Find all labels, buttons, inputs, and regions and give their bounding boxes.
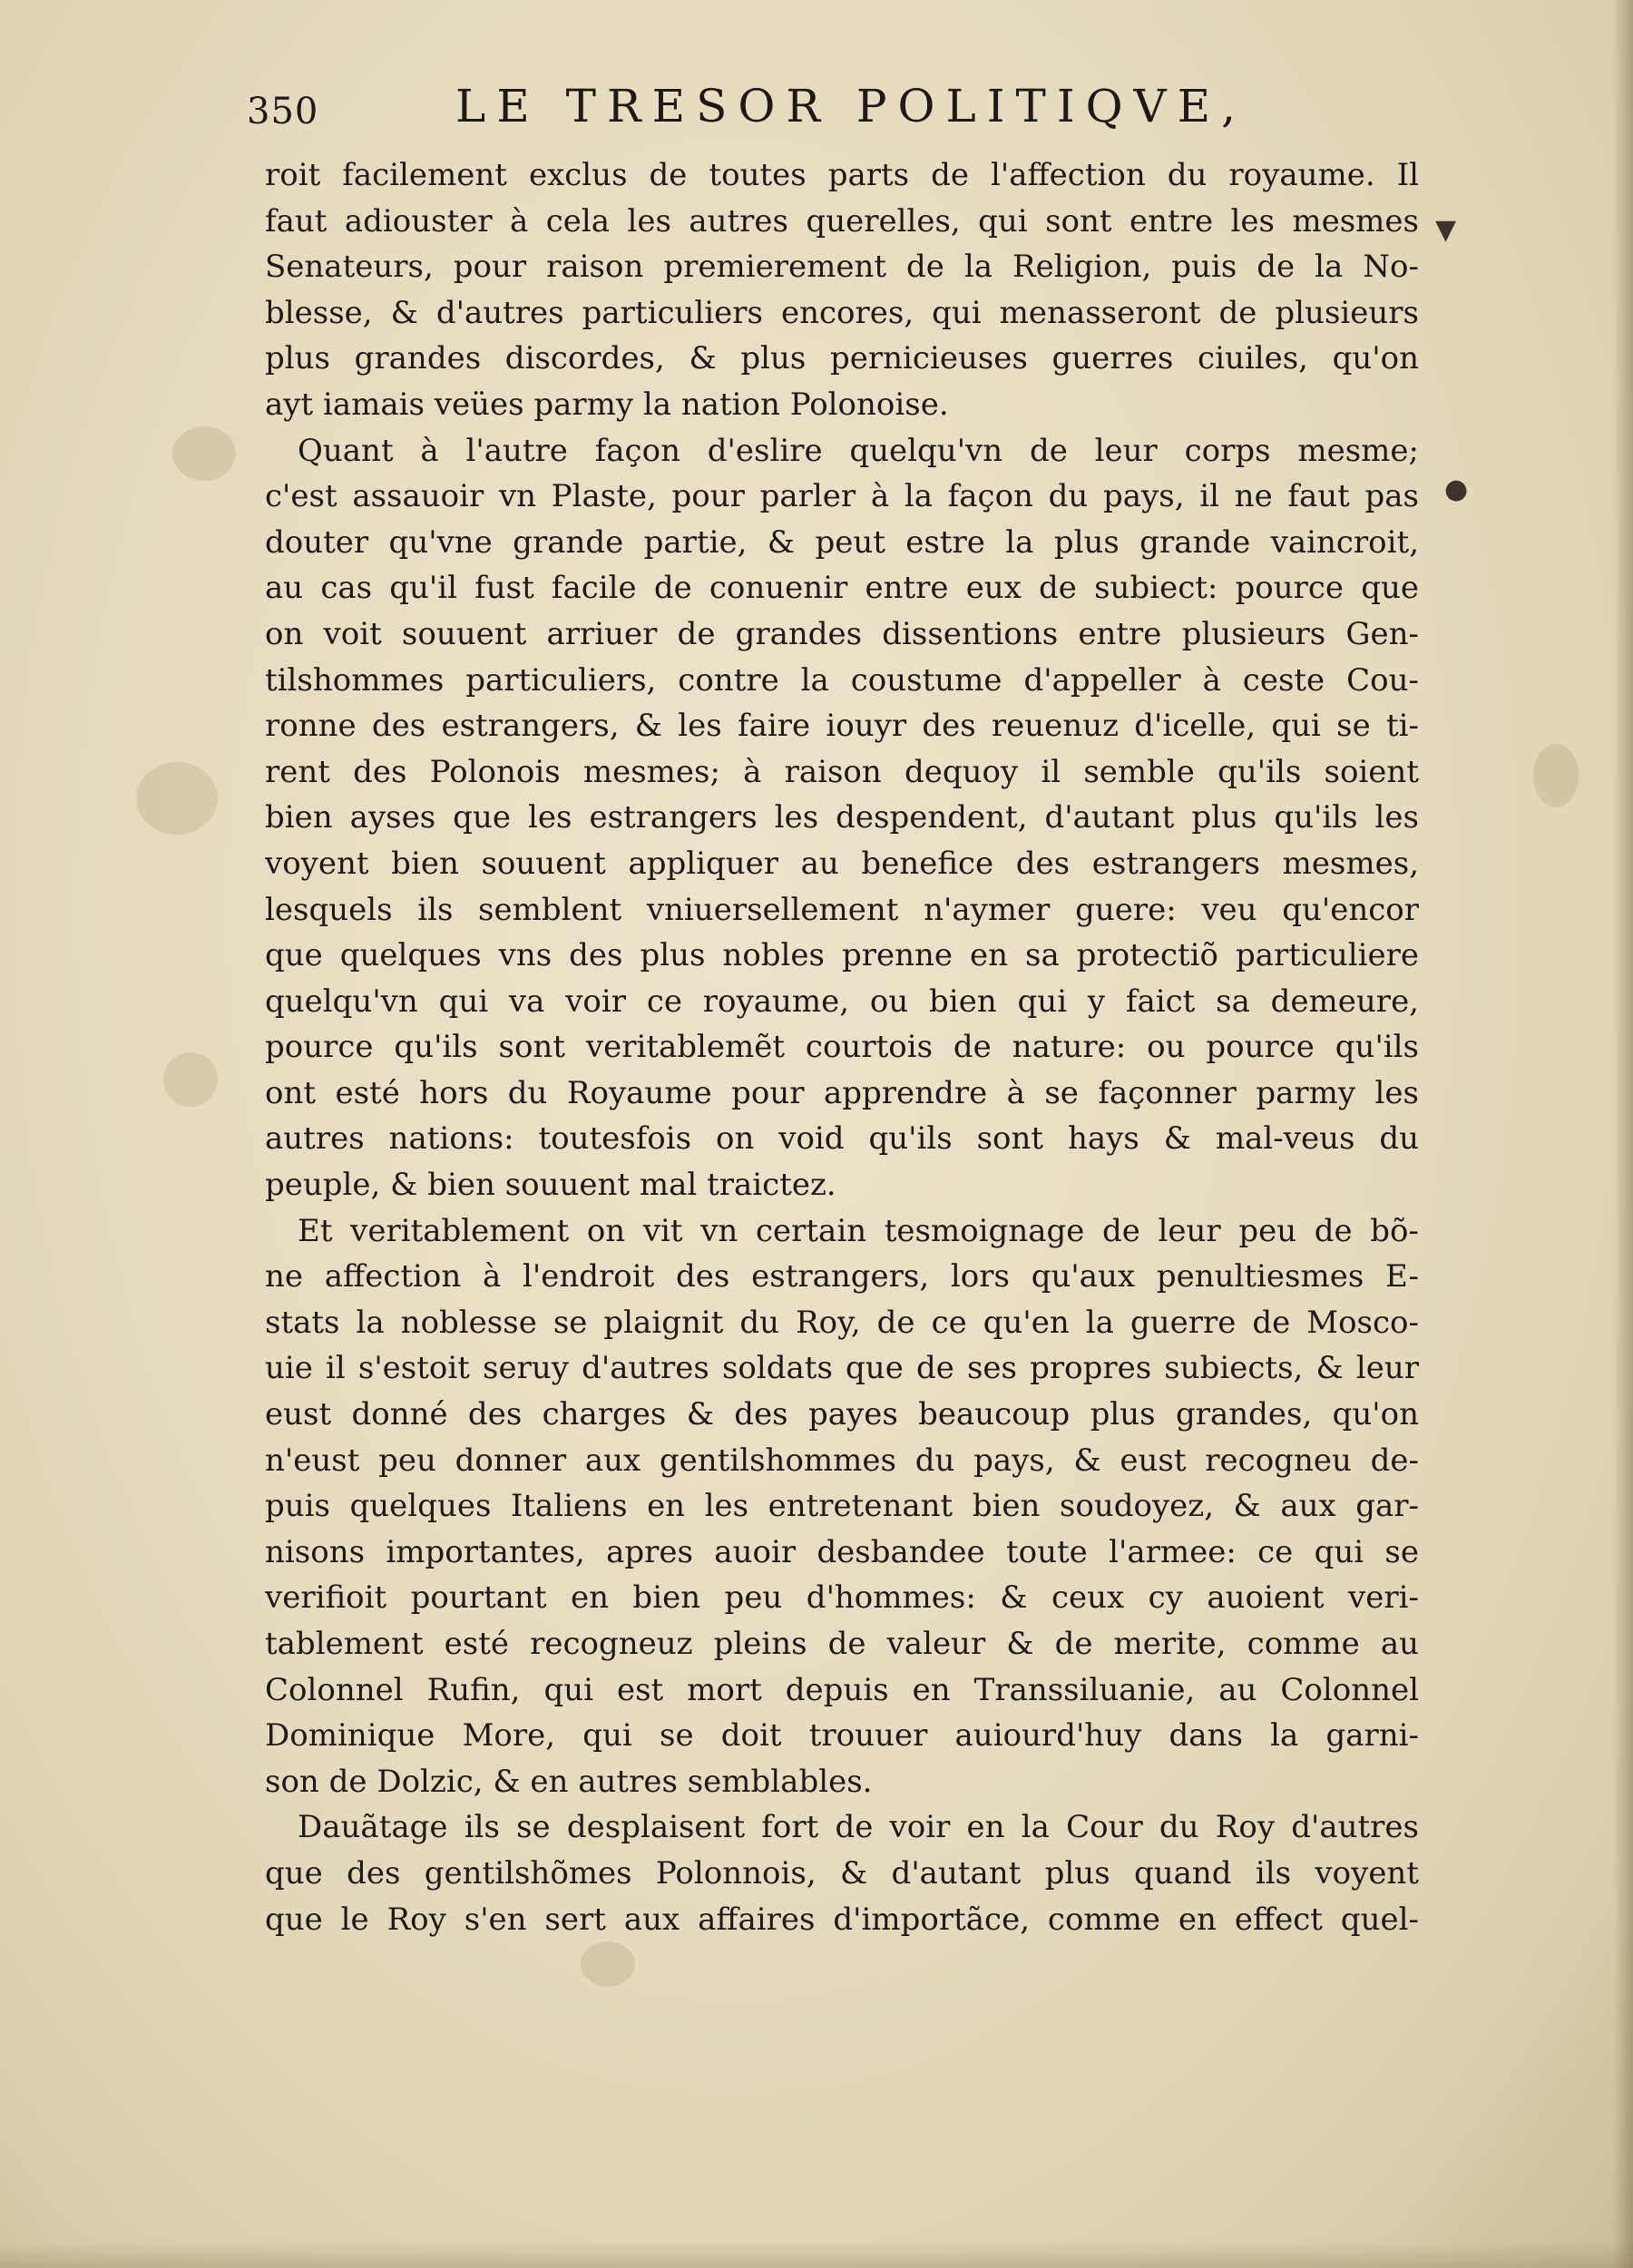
text-line: n'eust peu donner aux gentilshommes du pays, & eust recogneu de- <box>265 1442 1419 1479</box>
text-line: que des gentilshõmes Polonnois, & d'autant plus quand ils voyent <box>265 1854 1419 1892</box>
text-line: verifioit pourtant en bien peu d'hommes: & ceux cy auoient veri- <box>265 1579 1419 1617</box>
text-line: ayt iamais veües parmy la nation Polonoise. <box>265 386 949 423</box>
text-line: peuple, & bien souuent mal traictez. <box>265 1167 836 1204</box>
text-line: puis quelques Italiens en les entretenant bien soudoyez, & aux gar- <box>265 1488 1419 1525</box>
text-line: quelqu'vn qui va voir ce royaume, ou bien qui y faict sa demeure, <box>265 982 1419 1020</box>
body-text <box>265 152 1419 1942</box>
text-line: ronne des estrangers, & les faire iouyr des reuenuz d'icelle, qui se ti- <box>265 708 1419 745</box>
foxing-stain <box>1533 744 1579 807</box>
foxing-stain <box>163 1052 218 1107</box>
text-line: Colonnel Rufin, qui est mort depuis en Transsiluanie, au Colonnel <box>265 1671 1419 1708</box>
text-line: eust donné des charges & des payes beaucoup plus grandes, qu'on <box>265 1396 1419 1433</box>
text-line: lesquels ils semblent vniuersellement n'aymer guere: veu qu'encor <box>265 891 1419 928</box>
text-line: que quelques vns des plus nobles prenne en sa protectiõ particuliere <box>265 937 1419 974</box>
text-line: son de Dolzic, & en autres semblables. <box>265 1763 873 1800</box>
text-line: pource qu'ils sont veritablemẽt courtois de nature: ou pource qu'ils <box>265 1029 1419 1066</box>
text-line: rent des Polonois mesmes; à raison dequoy il semble qu'ils soient <box>265 753 1419 790</box>
text-line: nisons importantes, apres auoir desbandee toute l'armee: ce qui se <box>265 1533 1419 1570</box>
foxing-stain <box>136 762 218 835</box>
text-line: bien ayses que les estrangers les despendent, d'autant plus qu'ils les <box>265 799 1419 836</box>
page-number: 350 <box>247 91 319 132</box>
text-line: autres nations: toutesfois on void qu'ils sont hays & mal-veus du <box>265 1120 1419 1158</box>
text-line: stats la noblesse se plaignit du Roy, de ce qu'en la guerre de Mosco- <box>265 1304 1419 1341</box>
foxing-stain <box>172 426 236 481</box>
running-title: LE TRESOR POLITIQVE, <box>455 80 1247 132</box>
text-line: roit facilement exclus de toutes parts de l'affection du royaume. Il <box>265 157 1419 193</box>
text-line: Dauãtage ils se desplaisent fort de voir en la Cour du Roy d'autres <box>298 1809 1419 1846</box>
text-line: c'est assauoir vn Plaste, pour parler à la façon du pays, il ne faut pas <box>265 478 1419 515</box>
text-line: tablement esté recogneuz pleins de valeur & de merite, comme au <box>265 1626 1419 1662</box>
text-line: faut adiouster à cela les autres querelles, qui sont entre les mesmes <box>265 202 1419 240</box>
foxing-stain <box>581 1941 635 1987</box>
margin-dot-mark: ● <box>1444 474 1469 505</box>
margin-pointer-mark: ▼ <box>1435 214 1457 246</box>
text-line: blesse, & d'autres particuliers encores, qui menasseront de plusieurs <box>265 294 1419 331</box>
page-header <box>247 80 1426 143</box>
text-line: tilshommes particuliers, contre la coustume d'appeller à ceste Cou- <box>265 661 1419 699</box>
text-line: on voit souuent arriuer de grandes dissentions entre plusieurs Gen- <box>265 615 1419 652</box>
text-line: Senateurs, pour raison premierement de la Religion, puis de la No- <box>265 249 1419 286</box>
text-line: uie il s'estoit seruy d'autres soldats que de ses propres subiects, & leur <box>265 1350 1419 1387</box>
page-bottom-shadow <box>0 2241 1633 2268</box>
text-line: Quant à l'autre façon d'eslire quelqu'vn de leur corps mesme; <box>298 432 1419 469</box>
text-line: ne affection à l'endroit des estrangers, lors qu'aux penultiesmes E- <box>265 1258 1419 1295</box>
page-edge-shadow <box>1613 0 1633 2268</box>
text-line: que le Roy s'en sert aux affaires d'importãce, comme en effect quel- <box>265 1901 1419 1938</box>
text-line: ont esté hors du Royaume pour apprendre à se façonner parmy les <box>265 1074 1419 1111</box>
text-line: douter qu'vne grande partie, & peut estre la plus grande vaincroit, <box>265 523 1419 561</box>
text-line: voyent bien souuent appliquer au benefice des estrangers mesmes, <box>265 845 1419 882</box>
text-line: Dominique More, qui se doit trouuer auiourd'huy dans la garni- <box>265 1717 1419 1755</box>
text-line: au cas qu'il fust facile de conuenir entre eux de subiect: pource que <box>265 570 1419 607</box>
text-line: plus grandes discordes, & plus pernicieuses guerres ciuiles, qu'on <box>265 340 1419 377</box>
text-line: Et veritablement on vit vn certain tesmoignage de leur peu de bõ- <box>298 1212 1419 1249</box>
